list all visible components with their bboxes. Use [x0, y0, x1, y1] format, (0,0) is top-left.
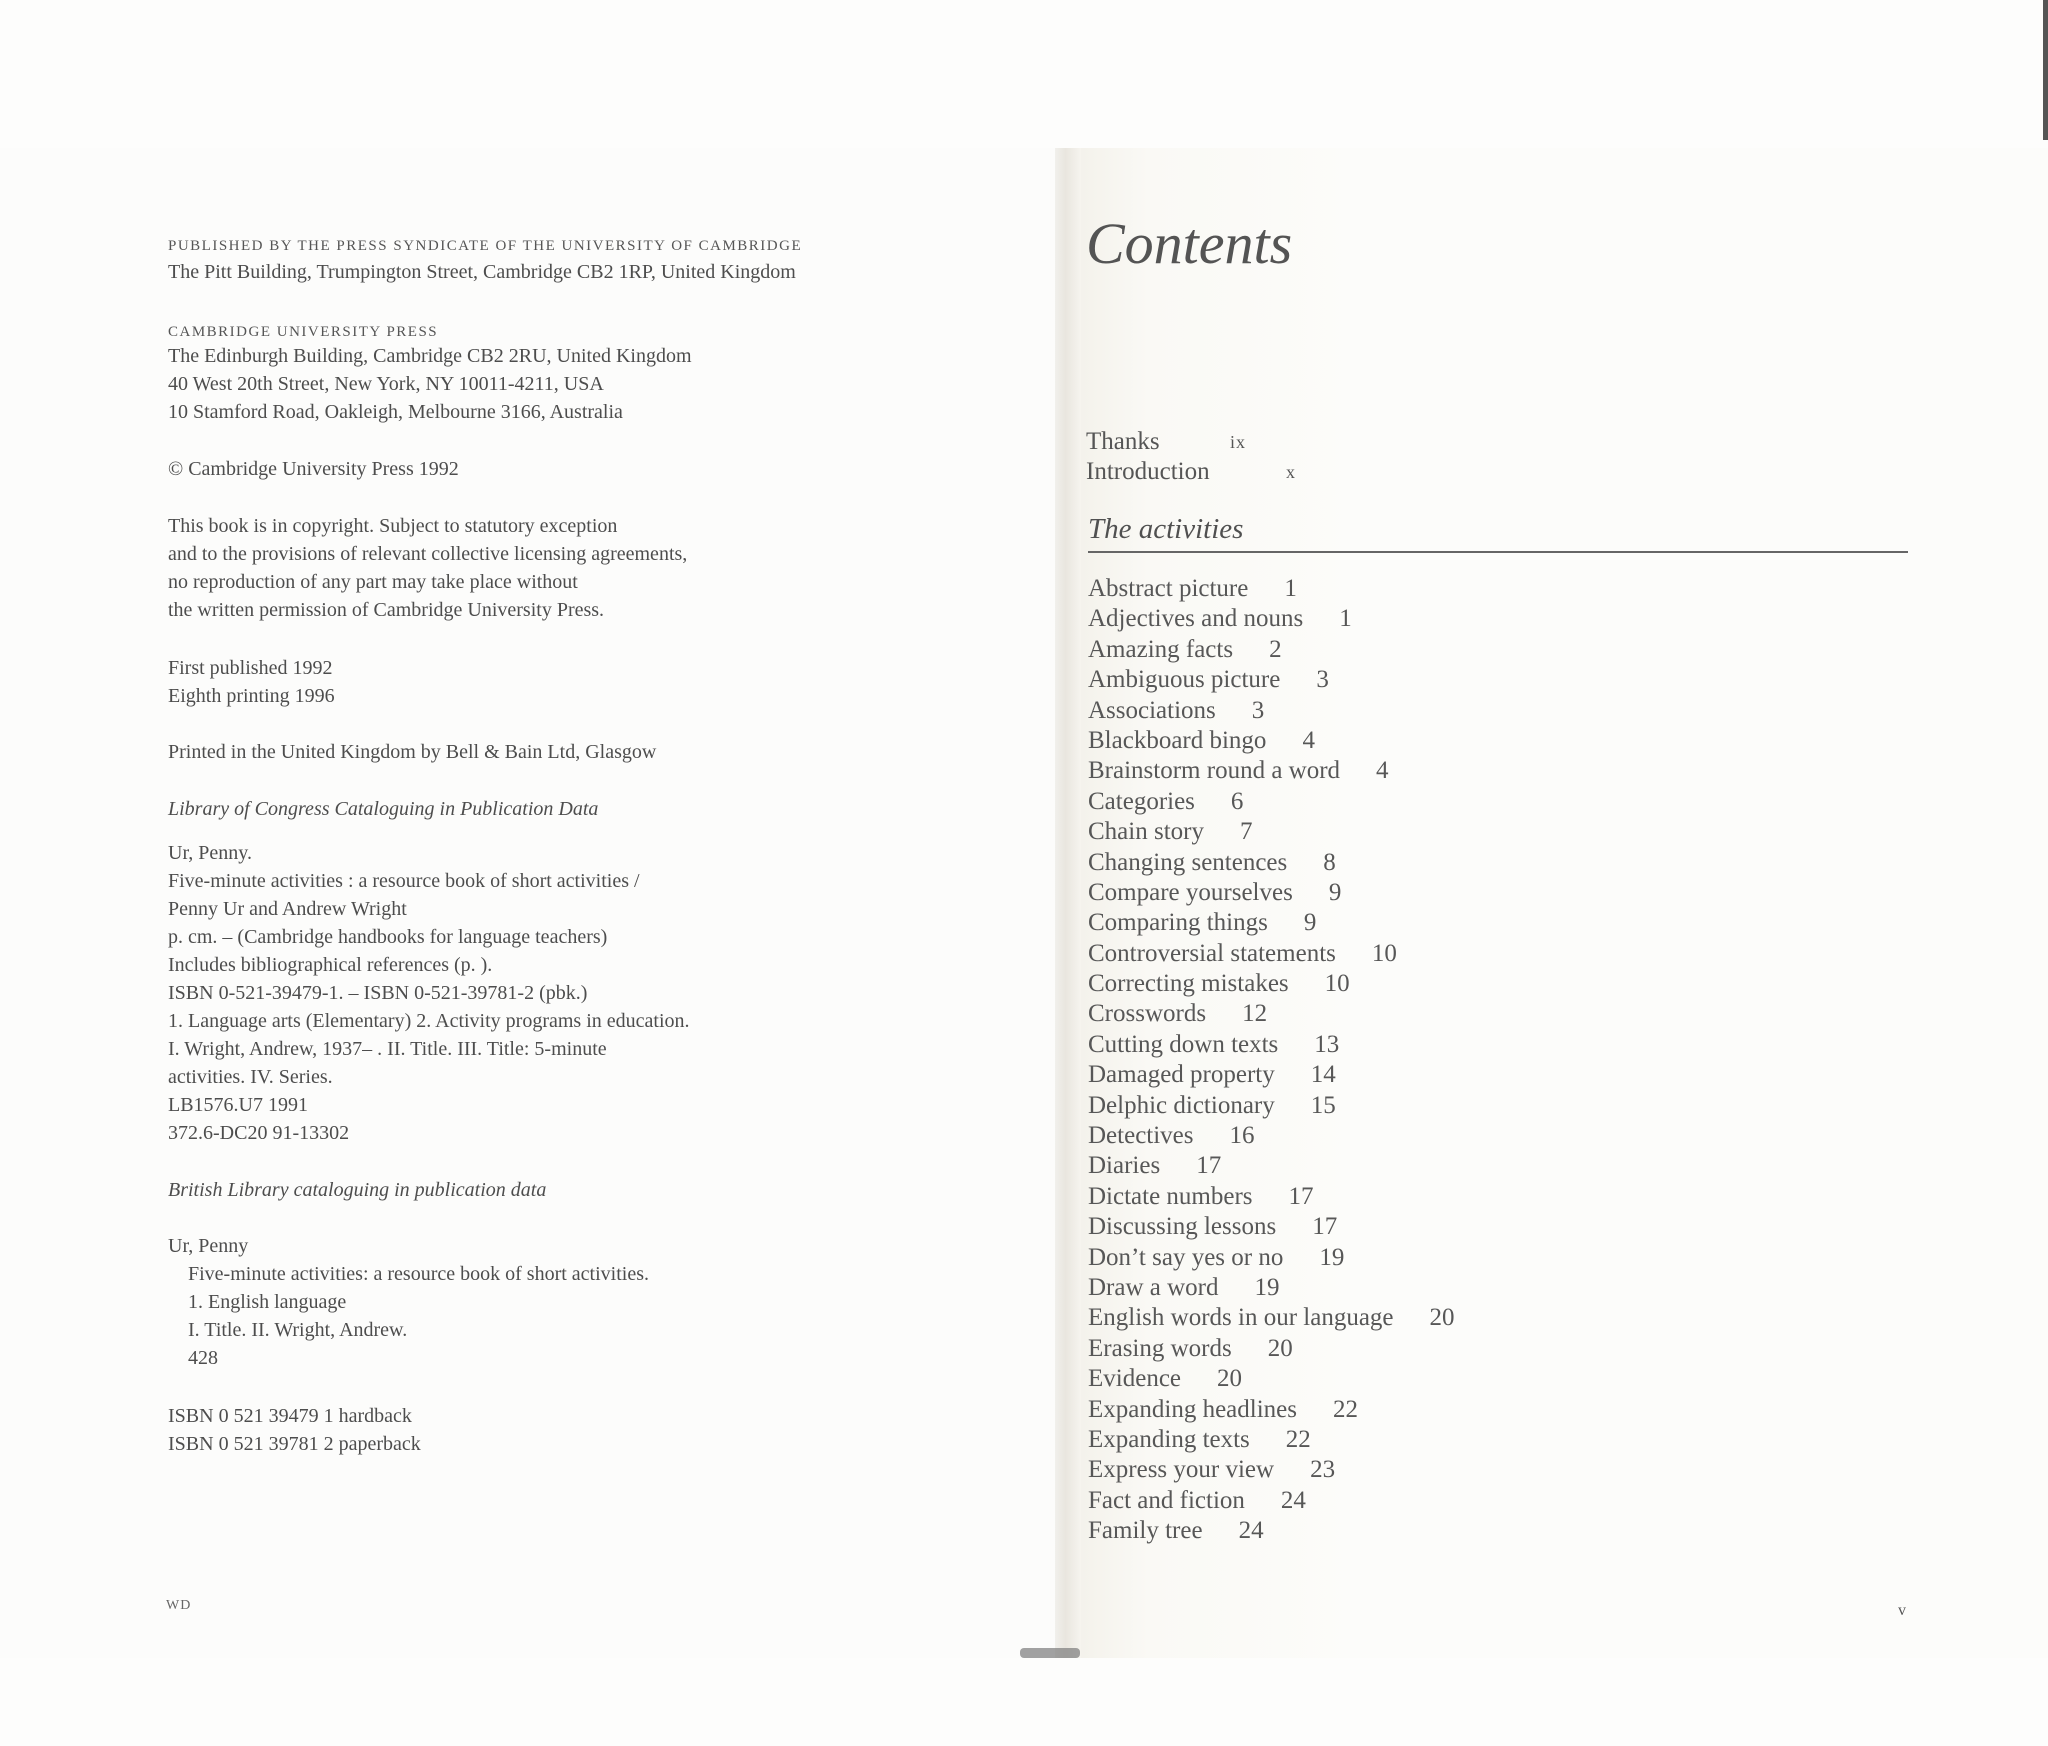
right-page-number: v [1898, 1602, 1906, 1619]
toc-entry [1088, 756, 1455, 786]
notice-line: no reproduction of any part may take place without [168, 571, 578, 593]
toc-entry-title: Don’t say yes or no [1088, 1243, 1284, 1271]
toc-entry [1088, 939, 1455, 969]
copyright-line: © Cambridge University Press 1992 [168, 458, 459, 480]
toc-entry-title: Detectives [1088, 1122, 1194, 1150]
loc-cataloguing-block [168, 839, 690, 1147]
front-matter-entry [1086, 458, 1296, 486]
toc-entry-page: 19 [1319, 1243, 1345, 1271]
toc-entry-page: 14 [1310, 1061, 1336, 1089]
toc-entry [1088, 1364, 1455, 1394]
loc-line: ISBN 0-521-39479-1. – ISBN 0-521-39781-2 (pbk.) [168, 982, 588, 1004]
toc-entry [1088, 635, 1455, 665]
publisher-address: The Pitt Building, Trumpington Street, Cambridge CB2 1RP, United Kingdom [168, 261, 796, 283]
copyright-notice [168, 512, 687, 624]
press-heading: CAMBRIDGE UNIVERSITY PRESS [168, 324, 439, 340]
toc-entry-title: Ambiguous picture [1088, 666, 1281, 694]
toc-entry [1088, 1455, 1455, 1485]
toc-entry-title: Delphic dictionary [1088, 1091, 1275, 1119]
toc-entry-page: 3 [1251, 696, 1265, 724]
printing-line: Eighth printing 1996 [168, 685, 335, 707]
toc-entry [1088, 1303, 1455, 1333]
toc-entry-page: 17 [1288, 1182, 1314, 1210]
toc-entry-page: 13 [1314, 1030, 1340, 1058]
toc-entry [1088, 1151, 1455, 1181]
toc-entry [1088, 1121, 1455, 1151]
loc-line: p. cm. – (Cambridge handbooks for language teachers) [168, 926, 608, 948]
toc-entry-title: Changing sentences [1088, 848, 1288, 876]
toc-entry-title: Dictate numbers [1088, 1182, 1253, 1210]
loc-heading: Library of Congress Cataloguing in Publication Data [168, 798, 599, 820]
toc-entry [1088, 696, 1455, 726]
toc-entry-title: Associations [1088, 696, 1216, 724]
loc-line: Ur, Penny. [168, 842, 253, 864]
toc-entry-title: Evidence [1088, 1365, 1182, 1393]
toc-entry [1088, 1273, 1455, 1303]
toc-entry-page: 9 [1303, 909, 1317, 937]
notice-line: and to the provisions of relevant collective licensing agreements, [168, 543, 688, 565]
left-page-footer: WD [166, 1598, 192, 1613]
toc-entry-title: Categories [1088, 787, 1195, 815]
entry-title: Introduction [1086, 458, 1210, 485]
toc-entry [1088, 665, 1455, 695]
toc-entry-page: 3 [1316, 666, 1329, 694]
isbn-block [168, 1402, 421, 1458]
toc-entry [1088, 574, 1455, 604]
toc-entry [1088, 1516, 1455, 1546]
binding-shadow [1020, 1648, 1080, 1658]
toc-entry-page: 16 [1229, 1122, 1255, 1150]
bl-heading: British Library cataloguing in publication data [168, 1179, 547, 1201]
loc-line: 372.6-DC20 91-13302 [168, 1122, 350, 1144]
toc-entry-title: Chain story [1088, 818, 1204, 846]
toc-entry-title: Compare yourselves [1088, 878, 1293, 906]
toc-entry-title: Expanding headlines [1088, 1395, 1297, 1423]
loc-line: Five-minute activities : a resource book of short activities / [168, 870, 640, 892]
toc-entry-page: 2 [1269, 635, 1282, 663]
section-heading-rule [1088, 513, 1908, 553]
toc-entry-title: Brainstorm round a word [1088, 757, 1341, 785]
toc-entry-title: Controversial statements [1088, 939, 1336, 967]
toc-entry-title: Family tree [1088, 1517, 1203, 1545]
printing-history [168, 654, 335, 710]
toc-entry [1088, 848, 1455, 878]
toc-entry-page: 24 [1238, 1517, 1264, 1545]
printing-line: First published 1992 [168, 657, 333, 679]
toc-entry [1088, 1030, 1455, 1060]
toc-entry-page: 7 [1239, 818, 1253, 846]
press-address-line: 10 Stamford Road, Oakleigh, Melbourne 3166, Australia [168, 401, 623, 423]
toc-entry-page: 9 [1328, 878, 1342, 906]
toc-entry [1088, 726, 1455, 756]
toc-entry-page: 20 [1267, 1334, 1293, 1362]
toc-entry-page: 24 [1280, 1486, 1306, 1514]
toc-entry-title: Diaries [1088, 1152, 1161, 1180]
toc-entry-page: 4 [1376, 757, 1389, 785]
entry-page: ix [1230, 432, 1247, 452]
toc-entry-title: Abstract picture [1088, 575, 1249, 602]
toc-entry-page: 10 [1371, 939, 1397, 967]
toc-entry-title: Expanding texts [1088, 1425, 1250, 1453]
book-gutter [1055, 148, 1081, 1658]
bl-line: Five-minute activities: a resource book of short activities. [188, 1263, 649, 1285]
toc-entry [1088, 1334, 1455, 1364]
notice-line: This book is in copyright. Subject to statutory exception [168, 515, 618, 537]
toc-entry [1088, 1425, 1455, 1455]
printer-line: Printed in the United Kingdom by Bell & Bain Ltd, Glasgow [168, 741, 657, 763]
toc-entry-page: 22 [1332, 1395, 1358, 1423]
toc-entry-title: Amazing facts [1088, 635, 1234, 663]
toc-entry-page: 17 [1196, 1152, 1222, 1180]
toc-entry [1088, 1091, 1455, 1121]
bl-line: 1. English language [188, 1291, 347, 1313]
toc-entry-page: 22 [1285, 1425, 1311, 1453]
toc-entry [1088, 604, 1455, 634]
activities-list [1088, 574, 1455, 1547]
toc-entry-page: 1 [1339, 605, 1352, 633]
toc-entry [1088, 878, 1455, 908]
toc-entry [1088, 908, 1455, 938]
toc-entry-page: 10 [1324, 970, 1350, 998]
toc-entry [1088, 1395, 1455, 1425]
notice-line: the written permission of Cambridge University Press. [168, 599, 605, 621]
press-address-line: The Edinburgh Building, Cambridge CB2 2RU, United Kingdom [168, 345, 692, 367]
isbn-line: ISBN 0 521 39479 1 hardback [168, 1405, 412, 1427]
toc-entry-page: 15 [1310, 1091, 1336, 1119]
toc-entry-title: Cutting down texts [1088, 1030, 1279, 1058]
publisher-heading: PUBLISHED BY THE PRESS SYNDICATE OF THE UNIVERSITY OF CAMBRIDGE [168, 238, 803, 254]
toc-entry-page: 1 [1284, 575, 1297, 602]
toc-entry-title: Express your view [1088, 1456, 1275, 1484]
press-address-line: 40 West 20th Street, New York, NY 10011-4211, USA [168, 373, 604, 395]
toc-entry [1088, 999, 1455, 1029]
loc-line: LB1576.U7 1991 [168, 1094, 308, 1116]
isbn-line: ISBN 0 521 39781 2 paperback [168, 1433, 421, 1455]
toc-entry-title: Erasing words [1088, 1334, 1232, 1362]
toc-entry-title: Draw a word [1088, 1273, 1219, 1301]
toc-entry-page: 19 [1254, 1273, 1280, 1301]
toc-entry [1088, 969, 1455, 999]
bl-line: I. Title. II. Wright, Andrew. [188, 1319, 408, 1341]
scan-edge-mark [2043, 0, 2048, 140]
press-addresses [168, 342, 692, 426]
toc-entry-title: Damaged property [1088, 1061, 1275, 1089]
loc-line: activities. IV. Series. [168, 1066, 333, 1088]
front-matter-entry [1086, 428, 1247, 456]
toc-entry-page: 4 [1302, 726, 1315, 754]
contents-title: Contents [1086, 211, 1293, 276]
toc-entry [1088, 817, 1455, 847]
bl-line: 428 [188, 1347, 218, 1369]
toc-entry [1088, 1060, 1455, 1090]
toc-entry [1088, 787, 1455, 817]
toc-entry-title: English words in our language [1088, 1304, 1394, 1332]
toc-entry-title: Adjectives and nouns [1088, 605, 1304, 633]
toc-entry-title: Comparing things [1088, 909, 1268, 937]
loc-line: 1. Language arts (Elementary) 2. Activity programs in education. [168, 1010, 690, 1032]
bl-cataloguing-block [168, 1232, 649, 1372]
toc-entry [1088, 1243, 1455, 1273]
bl-line: Ur, Penny [168, 1235, 249, 1257]
toc-entry-title: Crosswords [1088, 1000, 1207, 1028]
section-heading: The activities [1088, 513, 1244, 545]
toc-entry-page: 20 [1429, 1304, 1455, 1332]
entry-title: Thanks [1086, 428, 1160, 455]
toc-entry-page: 20 [1217, 1365, 1243, 1393]
toc-entry-title: Discussing lessons [1088, 1213, 1277, 1241]
toc-entry-page: 17 [1312, 1213, 1338, 1241]
toc-entry-title: Fact and fiction [1088, 1486, 1245, 1514]
toc-entry-page: 12 [1242, 1000, 1268, 1028]
toc-entry-title: Blackboard bingo [1088, 726, 1267, 754]
toc-entry-title: Correcting mistakes [1088, 970, 1289, 998]
loc-line: I. Wright, Andrew, 1937– . II. Title. III. Title: 5-minute [168, 1038, 607, 1060]
entry-page: x [1286, 462, 1296, 482]
toc-entry-page: 6 [1230, 787, 1244, 815]
toc-entry-page: 8 [1323, 848, 1336, 876]
toc-entry [1088, 1486, 1455, 1516]
loc-line: Includes bibliographical references (p. ). [168, 954, 493, 976]
toc-entry [1088, 1212, 1455, 1242]
loc-line: Penny Ur and Andrew Wright [168, 898, 407, 920]
toc-entry-page: 23 [1310, 1456, 1336, 1484]
toc-entry [1088, 1182, 1455, 1212]
